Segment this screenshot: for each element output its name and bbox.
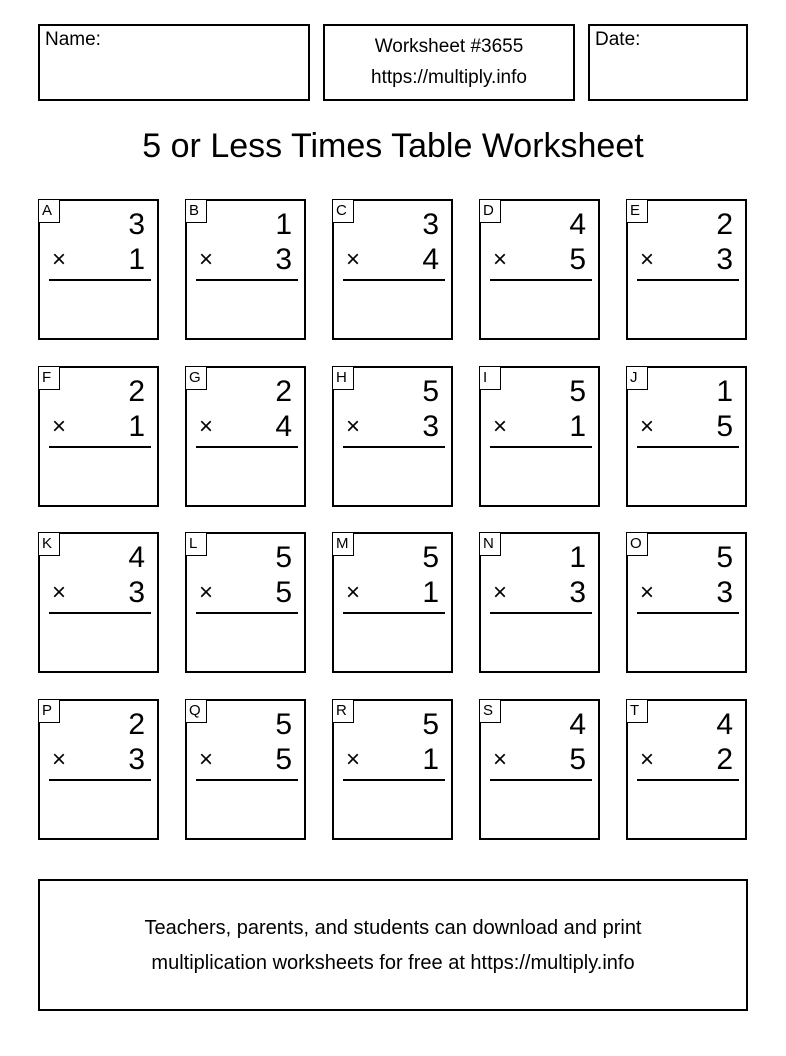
problem-letter: D bbox=[479, 199, 501, 223]
times-icon: × bbox=[346, 579, 361, 606]
answer-line bbox=[637, 446, 739, 448]
problem-letter: E bbox=[626, 199, 648, 223]
problem-card[interactable] bbox=[185, 199, 306, 340]
name-label: Name: bbox=[45, 29, 101, 50]
problem-multiplicand: 4 bbox=[716, 708, 733, 741]
problem-multiplier: 5 bbox=[569, 743, 586, 776]
problem-card[interactable] bbox=[332, 366, 453, 507]
problem-multiplicand: 4 bbox=[569, 708, 586, 741]
times-icon: × bbox=[493, 246, 508, 273]
answer-line bbox=[343, 279, 445, 281]
worksheet-url: https://multiply.info bbox=[371, 67, 527, 88]
problem-multiplier: 3 bbox=[422, 410, 439, 443]
problem-multiplier: 5 bbox=[275, 743, 292, 776]
problem-multiplicand: 5 bbox=[422, 375, 439, 408]
problem-letter: O bbox=[626, 532, 648, 556]
problem-multiplier: 3 bbox=[716, 576, 733, 609]
problem-multiplicand: 3 bbox=[422, 208, 439, 241]
problem-multiplier: 4 bbox=[275, 410, 292, 443]
problem-card[interactable] bbox=[626, 699, 747, 840]
problem-multiplier: 3 bbox=[128, 576, 145, 609]
date-label: Date: bbox=[595, 29, 641, 50]
problem-card[interactable] bbox=[38, 532, 159, 673]
problem-multiplier: 1 bbox=[422, 576, 439, 609]
problem-multiplicand: 1 bbox=[569, 541, 586, 574]
answer-line bbox=[490, 279, 592, 281]
answer-line bbox=[490, 612, 592, 614]
worksheet-number: Worksheet #3655 bbox=[374, 36, 524, 57]
problem-card[interactable] bbox=[185, 532, 306, 673]
problem-card[interactable] bbox=[479, 699, 600, 840]
answer-line bbox=[196, 279, 298, 281]
problem-multiplicand: 5 bbox=[422, 541, 439, 574]
problem-multiplier: 5 bbox=[569, 243, 586, 276]
problem-letter: N bbox=[479, 532, 501, 556]
problem-multiplier: 5 bbox=[716, 410, 733, 443]
answer-line bbox=[343, 446, 445, 448]
footer-line-2: multiplication worksheets for free at https://multiply.info bbox=[151, 952, 635, 974]
problem-letter: L bbox=[185, 532, 207, 556]
problem-multiplier: 3 bbox=[128, 743, 145, 776]
problem-multiplier: 5 bbox=[275, 576, 292, 609]
problem-letter: T bbox=[626, 699, 648, 723]
problem-multiplicand: 5 bbox=[422, 708, 439, 741]
problem-letter: B bbox=[185, 199, 207, 223]
problem-multiplicand: 3 bbox=[128, 208, 145, 241]
problem-multiplicand: 5 bbox=[569, 375, 586, 408]
problem-letter: F bbox=[38, 366, 60, 390]
answer-line bbox=[49, 279, 151, 281]
page-title: 5 or Less Times Table Worksheet bbox=[142, 127, 644, 165]
problem-card[interactable] bbox=[185, 366, 306, 507]
answer-line bbox=[637, 279, 739, 281]
problem-multiplier: 3 bbox=[275, 243, 292, 276]
times-icon: × bbox=[52, 579, 67, 606]
times-icon: × bbox=[52, 746, 67, 773]
problem-card[interactable] bbox=[332, 532, 453, 673]
problem-multiplier: 1 bbox=[128, 410, 145, 443]
problem-card[interactable] bbox=[332, 699, 453, 840]
times-icon: × bbox=[640, 413, 655, 440]
problem-letter: J bbox=[626, 366, 648, 390]
problem-card[interactable] bbox=[626, 199, 747, 340]
problem-letter: S bbox=[479, 699, 501, 723]
problem-letter: H bbox=[332, 366, 354, 390]
problem-multiplier: 1 bbox=[422, 743, 439, 776]
problem-card[interactable] bbox=[479, 532, 600, 673]
problem-multiplicand: 1 bbox=[716, 375, 733, 408]
problem-multiplicand: 1 bbox=[275, 208, 292, 241]
answer-line bbox=[196, 779, 298, 781]
answer-line bbox=[490, 779, 592, 781]
problem-multiplier: 4 bbox=[422, 243, 439, 276]
answer-line bbox=[196, 612, 298, 614]
problem-multiplicand: 5 bbox=[275, 541, 292, 574]
problem-multiplicand: 2 bbox=[128, 375, 145, 408]
problem-card[interactable] bbox=[332, 199, 453, 340]
problem-letter: A bbox=[38, 199, 60, 223]
times-icon: × bbox=[493, 746, 508, 773]
problem-letter: R bbox=[332, 699, 354, 723]
times-icon: × bbox=[199, 746, 214, 773]
footer-line-1: Teachers, parents, and students can download and print bbox=[144, 917, 642, 939]
problem-multiplicand: 4 bbox=[128, 541, 145, 574]
problem-multiplier: 2 bbox=[716, 743, 733, 776]
answer-line bbox=[343, 779, 445, 781]
problem-card[interactable] bbox=[185, 699, 306, 840]
problem-multiplicand: 4 bbox=[569, 208, 586, 241]
problem-card[interactable] bbox=[38, 699, 159, 840]
times-icon: × bbox=[199, 579, 214, 606]
problem-multiplicand: 2 bbox=[275, 375, 292, 408]
times-icon: × bbox=[52, 413, 67, 440]
problem-letter: M bbox=[332, 532, 354, 556]
answer-line bbox=[196, 446, 298, 448]
problem-card[interactable] bbox=[38, 366, 159, 507]
answer-line bbox=[637, 779, 739, 781]
answer-line bbox=[343, 612, 445, 614]
problem-multiplier: 1 bbox=[128, 243, 145, 276]
times-icon: × bbox=[493, 413, 508, 440]
problem-multiplier: 1 bbox=[569, 410, 586, 443]
problem-letter: C bbox=[332, 199, 354, 223]
times-icon: × bbox=[346, 746, 361, 773]
footer-box bbox=[38, 879, 748, 1011]
times-icon: × bbox=[346, 246, 361, 273]
problem-letter: Q bbox=[185, 699, 207, 723]
times-icon: × bbox=[640, 579, 655, 606]
problem-multiplier: 3 bbox=[716, 243, 733, 276]
times-icon: × bbox=[346, 413, 361, 440]
problem-card[interactable] bbox=[38, 199, 159, 340]
times-icon: × bbox=[493, 579, 508, 606]
times-icon: × bbox=[52, 246, 67, 273]
times-icon: × bbox=[640, 746, 655, 773]
problem-letter: I bbox=[479, 366, 501, 390]
answer-line bbox=[637, 612, 739, 614]
problem-letter: K bbox=[38, 532, 60, 556]
answer-line bbox=[490, 446, 592, 448]
answer-line bbox=[49, 779, 151, 781]
answer-line bbox=[49, 612, 151, 614]
problem-multiplicand: 5 bbox=[716, 541, 733, 574]
problem-letter: P bbox=[38, 699, 60, 723]
problem-multiplier: 3 bbox=[569, 576, 586, 609]
problem-multiplicand: 2 bbox=[716, 208, 733, 241]
times-icon: × bbox=[640, 246, 655, 273]
problem-card[interactable] bbox=[626, 366, 747, 507]
times-icon: × bbox=[199, 246, 214, 273]
times-icon: × bbox=[199, 413, 214, 440]
problem-multiplicand: 5 bbox=[275, 708, 292, 741]
problem-card[interactable] bbox=[626, 532, 747, 673]
problem-multiplicand: 2 bbox=[128, 708, 145, 741]
problem-card[interactable] bbox=[479, 199, 600, 340]
problem-card[interactable] bbox=[479, 366, 600, 507]
answer-line bbox=[49, 446, 151, 448]
problem-letter: G bbox=[185, 366, 207, 390]
